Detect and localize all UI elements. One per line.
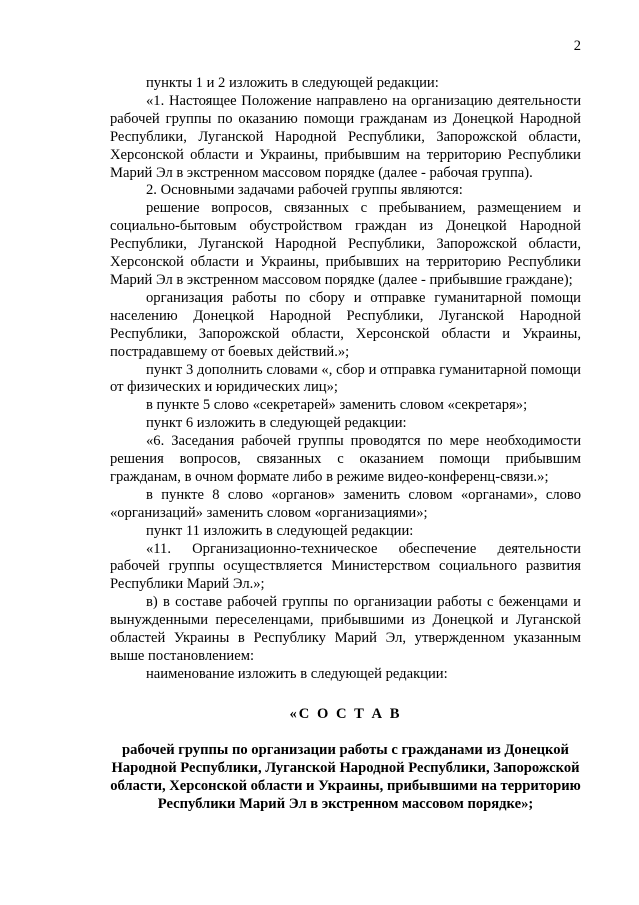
composition-subtitle: рабочей группы по организации работы с гражданами из Донецкой Народной Республики, Луганской Народной Республики, Запорожской области, Херсонской области и Украины, прибывшими на территорию Республики Марий Эл в экстренном массовом порядке»; xyxy=(110,742,581,812)
paragraph: организация работы по сбору и отправке гуманитарной помощи населению Донецкой Народной Республики, Луганской Народной Республики, Запорожской области, Херсонской области и Украины, пострадавшему от боевых действий.»; xyxy=(110,289,581,360)
paragraph: решение вопросов, связанных с пребыванием, размещением и социально-бытовым обустройством граждан из Донецкой Народной Республики, Луганской Народной Республики, Запорожской области, Херсонской области и Украины, прибывших на территорию Республики Марий Эл в экстренном массовом порядке (далее - прибывшие граждане); xyxy=(110,200,581,288)
paragraph: в) в составе рабочей группы по организации работы с беженцами и вынужденными переселенцами, прибывшими из Донецкой и Луганской областей Украины в Республику Марий Эл, утвержденном указанным выше постановлением: xyxy=(110,594,581,664)
paragraph: в пункте 8 слово «органов» заменить словом «органами», слово «организаций» заменить словом «организациями»; xyxy=(110,486,581,521)
paragraph: в пункте 5 слово «секретарей» заменить словом «секретаря»; xyxy=(146,397,528,414)
paragraph: наименование изложить в следующей редакции: xyxy=(146,665,448,682)
paragraph: пункт 3 дополнить словами «, сбор и отправка гуманитарной помощи от физических и юридических лиц»; xyxy=(110,361,581,396)
paragraph: пункт 11 изложить в следующей редакции: xyxy=(146,522,414,539)
paragraph: пункт 6 изложить в следующей редакции: xyxy=(146,415,407,432)
page-number: 2 xyxy=(573,38,581,54)
paragraph: «11. Организационно-техническое обеспечение деятельности рабочей группы осуществляется Министерством социального развития Республики Марий Эл.»; xyxy=(110,540,581,593)
document-body xyxy=(110,75,581,684)
paragraph: «6. Заседания рабочей группы проводятся по мере необходимости решения вопросов, связанных с оказанием помощи прибывшим гражданам, в очном формате либо в режиме видео-конференц-связи.»; xyxy=(110,433,581,485)
paragraph: 2. Основными задачами рабочей группы являются: xyxy=(146,182,463,199)
paragraph: «1. Настоящее Положение направлено на организацию деятельности рабочей группы по оказанию помощи гражданам из Донецкой Народной Республики, Луганской Народной Республики, Запорожской области, Херсонской области и Украины, прибывшим на территорию Республики Марий Эл в экстренном массовом порядке (далее - рабочая группа). xyxy=(110,92,581,181)
paragraph: пункты 1 и 2 изложить в следующей редакции: xyxy=(146,75,439,91)
composition-title: «С О С Т А В xyxy=(289,706,402,722)
